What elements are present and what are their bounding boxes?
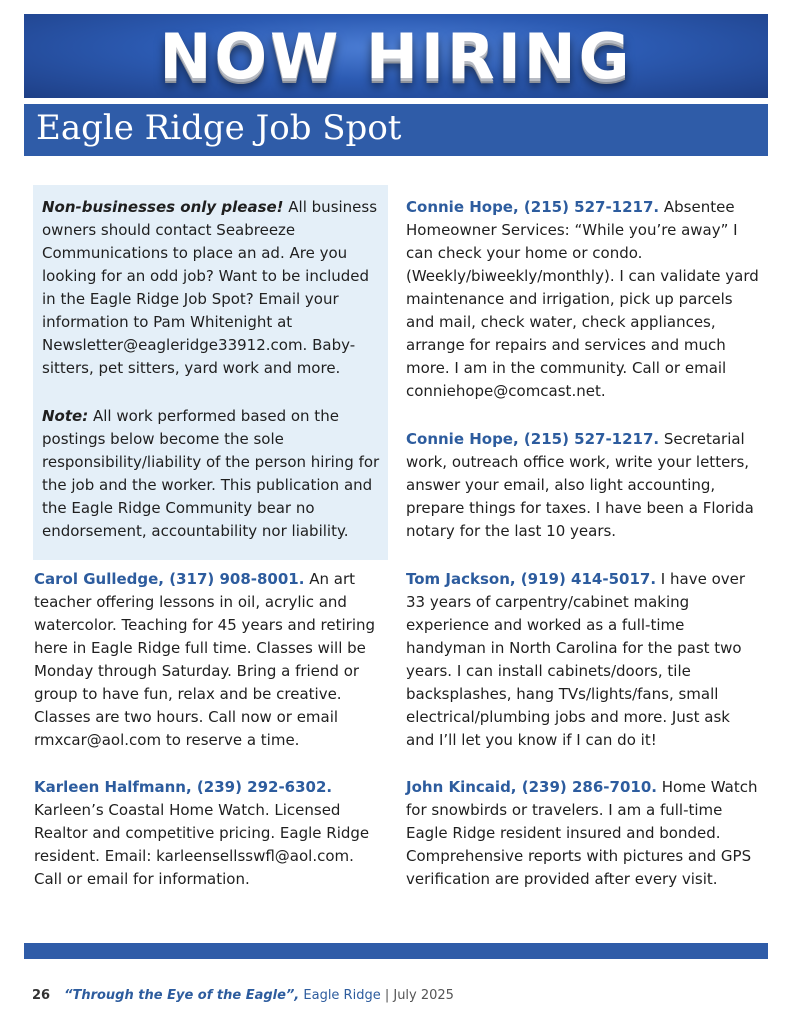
listing <box>34 776 386 891</box>
issue-date: July 2025 <box>393 988 454 1003</box>
listing <box>34 568 386 752</box>
listing-contact: Tom Jackson, (919) 414-5017. <box>406 570 657 588</box>
listing-text: Absentee Homeowner Services: “While you’re away” I can check your home or condo. (Weekly/biweekly/monthly). I can validate yard maintenance and irrigation, pick up parcels and mail, check water, check appliances, arrange for repairs and services and much more. I am in the community. Call or email conniehope@comcast.net. <box>406 198 759 400</box>
notice-paragraph-2 <box>42 405 382 543</box>
listing <box>406 428 762 543</box>
listing <box>406 568 762 752</box>
page-footer <box>32 988 454 1003</box>
notice-lead-1: Non-businesses only please! <box>42 198 284 216</box>
notice-body-1: All business owners should contact Seabreeze Communications to place an ad. Are you looking for an odd job? Want to be included in the Eagle Ridge Job Spot? Email your information to Pam Whitenight at Newsletter@eagleridge33912.com. Baby-sitters, pet sitters, yard work and more. <box>42 198 378 377</box>
section-title: Eagle Ridge Job Spot <box>36 108 402 148</box>
footer-separator: | <box>380 988 394 1003</box>
community-name: Eagle Ridge <box>299 988 381 1003</box>
listing-text: Home Watch for snowbirds or travelers. I am a full-time Eagle Ridge resident insured and bonded. Comprehensive reports with pictures and GPS verification are provided after every visit. <box>406 778 758 888</box>
listing <box>406 776 762 891</box>
page-number: 26 <box>32 988 51 1003</box>
notice-body-2: All work performed based on the postings below become the sole responsibility/liability of the person hiring for the job and the worker. This publication and the Eagle Ridge Community bear no endorsement, accountability nor liability. <box>42 407 380 540</box>
listing <box>406 196 762 403</box>
listing-text: I have over 33 years of carpentry/cabinet making experience and worked as a full-time handyman in North Carolina for the past two years. I can install cabinets/doors, tile backsplashes, hang TVs/lights/fans, small electrical/plumbing jobs and more. Just ask and I’ll let you know if I can do it! <box>406 570 746 749</box>
now-hiring-banner <box>24 14 768 98</box>
listing-contact: Connie Hope, (215) 527-1217. <box>406 198 660 216</box>
publication-name: “Through the Eye of the Eagle”, <box>64 988 300 1003</box>
listing-text: Karleen’s Coastal Home Watch. Licensed Realtor and competitive pricing. Eagle Ridge resident. Email: karleensellsswfl@aol.com. Call or email for information. <box>34 801 370 888</box>
listing-contact: Connie Hope, (215) 527-1217. <box>406 430 660 448</box>
listing-text: Secretarial work, outreach office work, write your letters, answer your email, also light accounting, prepare things for taxes. I have been a Florida notary for the last 10 years. <box>406 430 754 540</box>
section-title-bar <box>24 104 768 156</box>
bottom-divider-bar <box>24 943 768 959</box>
banner-heading: NOW HIRING <box>159 20 633 93</box>
listing-contact: John Kincaid, (239) 286-7010. <box>406 778 657 796</box>
listing-contact: Carol Gulledge, (317) 908-8001. <box>34 570 305 588</box>
notice-paragraph-1 <box>42 196 382 380</box>
listing-contact: Karleen Halfmann, (239) 292-6302. <box>34 778 333 796</box>
listing-text: An art teacher offering lessons in oil, acrylic and watercolor. Teaching for 45 years and retiring here in Eagle Ridge full time. Classes will be Monday through Saturday. Bring a friend or group to have fun, relax and be creative. Classes are two hours. Call now or email rmxcar@aol.com to reserve a time. <box>34 570 376 749</box>
notice-lead-2: Note: <box>42 407 89 425</box>
